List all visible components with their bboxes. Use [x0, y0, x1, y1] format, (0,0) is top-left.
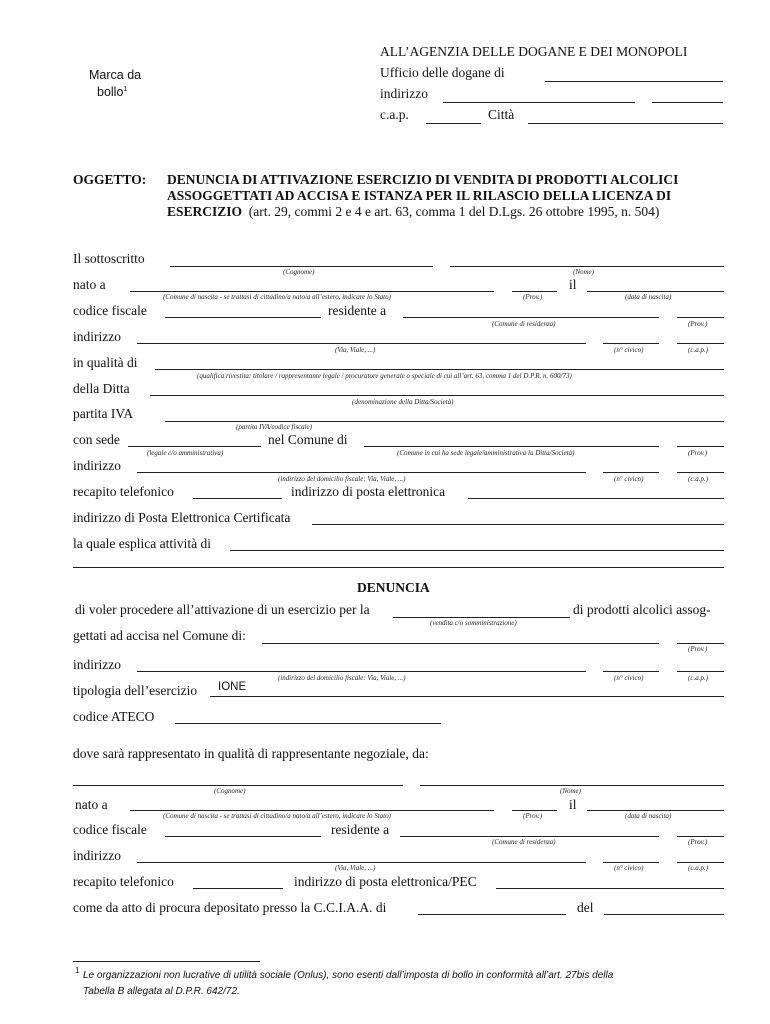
address-label-1: indirizzo: [73, 329, 121, 344]
rep-surname-hint: (Cognome): [214, 787, 246, 795]
rep-resident-label: residente a: [331, 822, 390, 837]
street-field[interactable]: [137, 343, 586, 344]
rep-prov-hint: (Prov.): [523, 812, 543, 820]
address-label: indirizzo: [380, 86, 428, 101]
birthplace-field[interactable]: [130, 291, 494, 292]
fiscal-hint: (indirizzo del domicilio fiscale: Via, Viale, ...): [278, 475, 406, 483]
cap-hint-2: (c.a.p.): [688, 475, 709, 483]
civic-hint-2: (n° civico): [614, 475, 644, 483]
rep-prov-hint-2: (Prov.): [688, 838, 708, 846]
rep-birthdate-hint: (data di nascita): [625, 812, 672, 820]
subject-line2: ASSOGGETTATI AD ACCISA E ISTANZA PER IL RILASCIO DELLA LICENZA DI: [167, 188, 672, 203]
rep-address-label: indirizzo: [73, 848, 121, 863]
activity-label: la quale esplica attività di: [73, 536, 211, 551]
civic-hint: (n° civico): [614, 346, 644, 354]
municipality-label: nel Comune di: [268, 432, 348, 447]
residence-hint: (Comune di residenza): [492, 320, 556, 328]
type-value: IONE: [218, 681, 247, 693]
denuncia-municipality-field[interactable]: [262, 643, 659, 644]
rep-cap-field[interactable]: [677, 862, 724, 863]
address-field[interactable]: [443, 102, 635, 103]
name-hint: (Nome): [573, 268, 594, 276]
vat-label: partita IVA: [73, 406, 134, 421]
office-field[interactable]: [545, 81, 723, 82]
seat-label: con sede: [73, 432, 120, 447]
denuncia-line1b: di prodotti alcolici assog-: [573, 602, 711, 617]
taxcode-label: codice fiscale: [73, 303, 147, 318]
on-label: il: [569, 277, 577, 292]
company-field[interactable]: [150, 395, 724, 396]
rep-on-label: il: [569, 797, 577, 812]
fiscal-address-field[interactable]: [137, 472, 586, 473]
rep-birth-prov-field[interactable]: [512, 810, 557, 811]
sale-type-field[interactable]: [393, 617, 570, 618]
residence-prov-field[interactable]: [677, 317, 724, 318]
ateco-label: codice ATECO: [73, 709, 155, 724]
residence-field[interactable]: [403, 317, 659, 318]
civic-field-2[interactable]: [603, 472, 659, 473]
footnote-line2: Tabella B allegata al D.P.R. 642/72.: [83, 986, 240, 997]
municipality-field[interactable]: [364, 446, 659, 447]
stamp-line2: bollo$^1$: [97, 85, 128, 100]
represented-label: dove sarà rappresentato in qualità di rappresentante negoziale, da:: [73, 746, 429, 761]
rep-civic-hint: (n° civico): [614, 864, 644, 872]
denuncia-prov-field[interactable]: [677, 643, 724, 644]
rep-email-label: indirizzo di posta elettronica/PEC: [294, 874, 477, 889]
denuncia-line1a: di voler procedere all’attivazione di un esercizio per la: [75, 602, 370, 617]
rep-name-field[interactable]: [420, 785, 724, 786]
activity-field-2[interactable]: [73, 567, 724, 568]
name-field[interactable]: [450, 266, 724, 267]
denuncia-heading: DENUNCIA: [357, 580, 430, 595]
denuncia-address-field[interactable]: [137, 671, 586, 672]
prov-hint: (Prov.): [523, 293, 543, 301]
cap-label: c.a.p.: [380, 107, 409, 122]
subject-line3: ESERCIZIO (art. 29, commi 2 e 4 e art. 63, comma 1 del D.Lgs. 26 ottobre 1995, n. 504): [167, 204, 660, 219]
vat-field[interactable]: [165, 421, 724, 422]
vat-hint: (partita IVA/codice fiscale): [236, 423, 313, 431]
role-label: in qualità di: [73, 355, 138, 370]
role-field[interactable]: [155, 369, 724, 370]
footnote-number: 1: [75, 966, 80, 975]
cap-field-2[interactable]: [677, 472, 724, 473]
civic-field[interactable]: [603, 343, 659, 344]
address-label-2: indirizzo: [73, 458, 121, 473]
denuncia-line2: gettati ad accisa nel Comune di:: [73, 628, 246, 643]
proxy-label: come da atto di procura depositato presso la C.C.I.A.A. di: [73, 900, 387, 915]
rep-born-label: nato a: [75, 797, 108, 812]
company-label: della Ditta: [73, 381, 130, 396]
type-label: tipologia dell’esercizio: [73, 683, 198, 698]
footnote-divider: [73, 961, 260, 962]
rep-phone-field[interactable]: [193, 888, 283, 889]
proxy-of-label: del: [577, 900, 594, 915]
cap-field[interactable]: [426, 123, 481, 124]
phone-field[interactable]: [193, 498, 282, 499]
rep-street-hint: (Via, Viale, ...): [335, 864, 376, 872]
phone-label: recapito telefonico: [73, 484, 174, 499]
rep-residence-field[interactable]: [400, 836, 659, 837]
seat-field[interactable]: [128, 446, 261, 447]
activity-field[interactable]: [230, 550, 724, 551]
street-hint: (Via, Viale, ...): [335, 346, 376, 354]
rep-email-field[interactable]: [496, 888, 724, 889]
undersigned-label: Il sottoscritto: [73, 251, 145, 266]
rep-birthplace-field[interactable]: [130, 810, 494, 811]
birthdate-hint: (data di nascita): [625, 293, 672, 301]
rep-name-hint: (Nome): [560, 787, 581, 795]
born-label: nato a: [73, 277, 106, 292]
cap-field-1[interactable]: [677, 343, 724, 344]
denuncia-civic-field[interactable]: [603, 671, 659, 672]
rep-civic-field[interactable]: [603, 862, 659, 863]
email-label: indirizzo di posta elettronica: [291, 484, 446, 499]
taxcode-field[interactable]: [165, 317, 321, 318]
city-label: Città: [488, 107, 515, 122]
pec-label: indirizzo di Posta Elettronica Certificata: [73, 510, 291, 525]
denuncia-cap-field[interactable]: [677, 671, 724, 672]
city-field[interactable]: [528, 123, 723, 124]
rep-phone-label: recapito telefonico: [73, 874, 174, 889]
sale-hint: (vendita c/o somministrazione): [430, 619, 517, 627]
office-label: Ufficio delle dogane di: [380, 65, 505, 80]
cap-hint: (c.a.p.): [688, 346, 709, 354]
ateco-field[interactable]: [175, 723, 441, 724]
rep-street-field[interactable]: [137, 862, 586, 863]
rep-cap-hint: (c.a.p.): [688, 864, 709, 872]
footnote-line1: Le organizzazioni non lucrative di utilità sociale (Onlus), sono esenti dall’imposta di bollo in conformità all’art. 27bis della: [83, 970, 614, 981]
birthdate-field[interactable]: [587, 291, 724, 292]
pec-field[interactable]: [312, 524, 724, 525]
rep-birthdate-field[interactable]: [587, 810, 724, 811]
agency-name: ALL’AGENZIA DELLE DOGANE E DEI MONOPOLI: [380, 44, 688, 59]
company-hint: (denominazione della Ditta/Società): [352, 398, 454, 406]
municipality-prov-field[interactable]: [677, 446, 724, 447]
subject-label: OGGETTO:: [73, 172, 147, 187]
stamp-line1: Marca da: [89, 68, 142, 82]
surname-field[interactable]: [170, 266, 433, 267]
seat-hint: (legale c/o amministrativa): [147, 449, 224, 457]
proxy-date-field[interactable]: [604, 914, 724, 915]
birth-prov-field[interactable]: [512, 291, 557, 292]
municipality-hint: (Comune in cui ha sede legale/amministrativa la Ditta/Società): [397, 449, 575, 457]
birthplace-hint: (Comune di nascita - se trattasi di cittadino/a nato/a all’estero, indicare lo Stato): [163, 293, 391, 301]
rep-taxcode-field[interactable]: [165, 836, 321, 837]
denuncia-address-label: indirizzo: [73, 657, 121, 672]
rep-taxcode-label: codice fiscale: [73, 822, 147, 837]
prov-hint-3: (Prov.): [688, 449, 708, 457]
rep-residence-prov-field[interactable]: [677, 836, 724, 837]
email-field[interactable]: [468, 498, 724, 499]
rep-residence-hint: (Comune di residenza): [492, 838, 556, 846]
denuncia-fiscal-hint: (indirizzo del domicilio fiscale: Via, Viale, ...): [278, 674, 406, 682]
surname-hint: (Cognome): [283, 268, 315, 276]
prov-hint-2: (Prov.): [688, 320, 708, 328]
rep-birthplace-hint: (Comune di nascita - se trattasi di cittadino/a nato/a all’estero, indicare lo Stato): [163, 812, 391, 820]
rep-surname-field[interactable]: [73, 785, 403, 786]
type-field[interactable]: [210, 696, 724, 697]
subject-line1: DENUNCIA DI ATTIVAZIONE ESERCIZIO DI VENDITA DI PRODOTTI ALCOLICI: [167, 172, 679, 187]
proxy-ccia-field[interactable]: [418, 914, 566, 915]
address-field-2[interactable]: [652, 102, 723, 103]
role-hint: (qualifica rivestita: titolare / rappresentante legale / procuratore generale o speciale di cui all’art. 63, comma 1 del D.P.R. n. 600/73): [197, 372, 572, 380]
denuncia-prov-hint: (Prov.): [688, 645, 708, 653]
resident-label: residente a: [328, 303, 387, 318]
denuncia-civic-hint: (n° civico): [614, 674, 644, 682]
denuncia-cap-hint: (c.a.p.): [688, 674, 709, 682]
